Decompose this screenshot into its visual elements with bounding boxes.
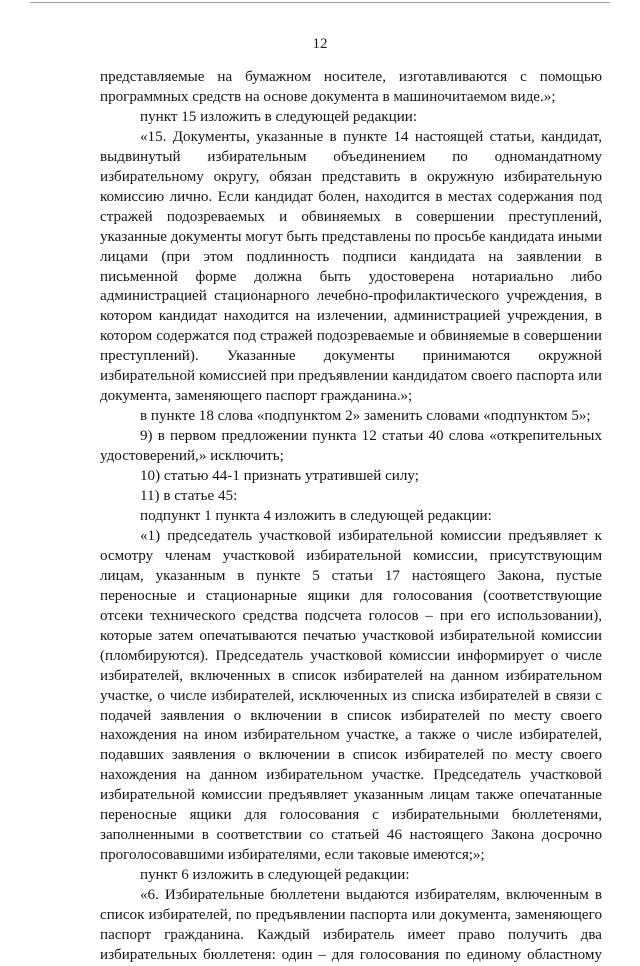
paragraph-3: «15. Документы, указанные в пункте 14 настоящей статьи, кандидат, выдвинутый избирательным объединением по одномандатному избирательному округу, обязан представить в окружную избирательную комиссию лично. Если кандидат болен, находится в местах содержания под стражей подозреваемых и обвиняемых в совершении преступлений, указанные документы могут быть представлены по просьбе кандидата иными лицами (при этом подлинность подписи кандидата на заявлении в письменной форме должна быть удостоверена нотариально либо администрацией стационарного лечебно-профилактического учреждения, в котором кандидат находится на излечении, администрацией учреждения, в котором содержатся под стражей подозреваемые и обвиняемые в совершении преступлений). Указанные документы принимаются окружной избирательной комиссией при предъявлении кандидатом своего паспорта или документа, заменяющего паспорт гражданина.»; <box>100 128 603 405</box>
paragraph-2: пункт 15 изложить в следующей редакции: <box>140 108 418 125</box>
page-number: 12 <box>312 36 328 52</box>
top-border-line <box>30 2 610 3</box>
paragraph-11: «6. Избирательные бюллетени выдаются избирателям, включенным в список избирателей, по предъявлении паспорта или документа, заменяющего паспорт гражданина. Каждый избиратель имеет право получить два избирательных бюллетеня: один – для голосования по единому областному <box>100 887 602 963</box>
document-body <box>100 68 602 966</box>
paragraph-10: пункт 6 изложить в следующей редакции: <box>140 867 410 884</box>
paragraph-1: представляемые на бумажном носителе, изготавливаются с помощью программных средств на основе документа в машиночитаемом виде.»; <box>100 69 602 105</box>
paragraph-8: подпункт 1 пункта 4 изложить в следующей редакции: <box>140 507 492 524</box>
paragraph-6: 10) статью 44-1 признать утратившей силу; <box>140 468 419 485</box>
paragraph-4: в пункте 18 слова «подпунктом 2» заменить словами «подпунктом 5»; <box>140 408 591 425</box>
paragraph-9: «1) председатель участковой избирательной комиссии предъявляет к осмотру членам участковой избирательной комиссии, присутствующим лицам, указанным в пункте 5 статьи 17 настоящего Закона, пустые переносные и стационарные ящики для голосования (соответствующие отсеки технического средства подсчета голосов – при его использовании), которые затем опечатываются печатью участковой избирательной комиссии (пломбируются). Председатель участковой комиссии информирует о числе избирателей, включенных в список избирателей на данном избирательном участке, о числе избирателей, исключенных из списка избирателей в связи с подачей заявления о включении в список избирателей по месту своего нахождения на ином избирательном участке, а также о числе избирателей, подавших заявления о включении в список избирателей по месту своего нахождения на данном избирательном участке. Председатель участковой избирательной комиссии предъявляет указанным лицам также опечатанные переносные ящики для голосования с избирательными бюллетенями, заполненными в соответствии со статьей 46 настоящего Закона досрочно проголосовавшими избирателями, если таковые имеются;»; <box>100 527 602 864</box>
paragraph-7: 11) в статье 45: <box>140 488 238 505</box>
paragraph-5: 9) в первом предложении пункта 12 статьи 40 слова «открепительных удостоверений,» исключить; <box>100 428 602 465</box>
